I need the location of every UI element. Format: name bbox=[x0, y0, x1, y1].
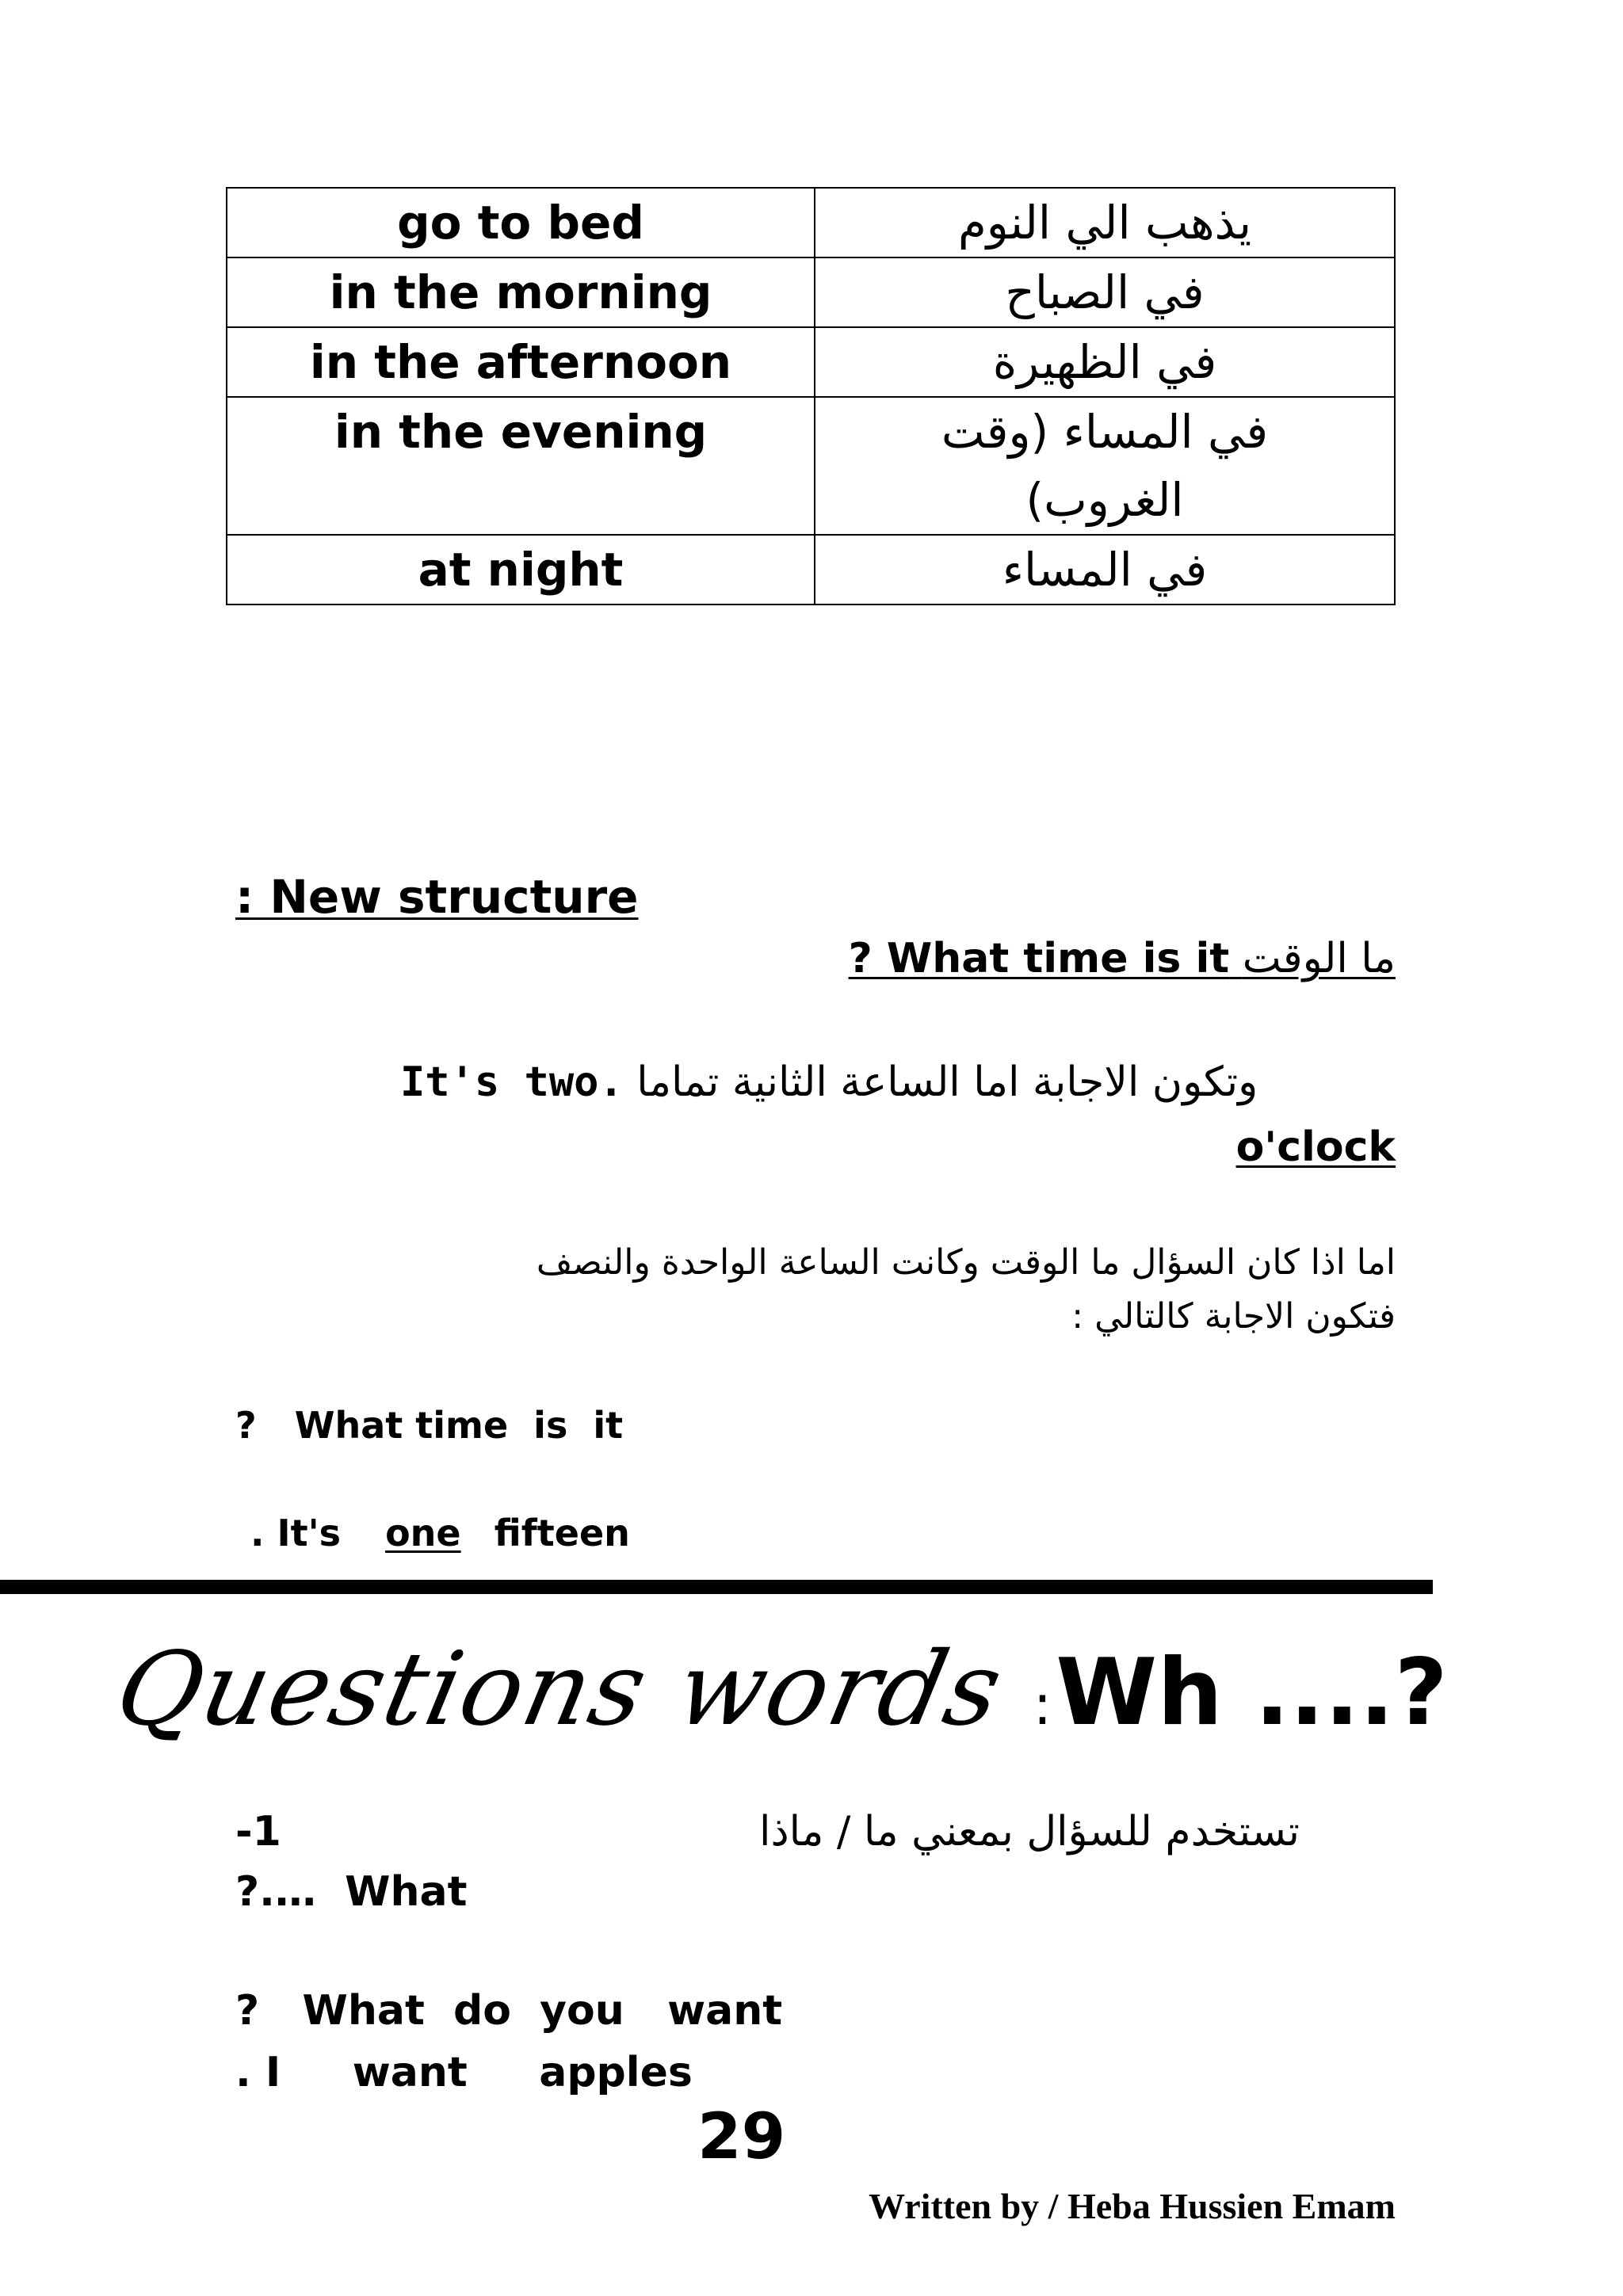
answer-fifteen: fifteen bbox=[494, 1512, 630, 1554]
title-wh: Wh ....? bbox=[1056, 1639, 1448, 1746]
answer-prefix: . It's bbox=[250, 1512, 342, 1554]
title-colon: : bbox=[1033, 1672, 1052, 1737]
example-question: ? What do you want bbox=[235, 1987, 783, 2035]
arabic-cell: في المساء (وقت الغروب) bbox=[815, 397, 1395, 535]
english-cell: in the afternoon bbox=[227, 327, 815, 397]
table-row bbox=[227, 327, 1395, 397]
english-cell: in the evening bbox=[227, 397, 815, 535]
answer-example bbox=[250, 1512, 630, 1554]
example-answer: . I want apples bbox=[235, 2049, 693, 2096]
question-line bbox=[523, 935, 1396, 982]
answer-arabic: وتكون الاجابة اما الساعة الثانية تماما bbox=[636, 1058, 1258, 1106]
arabic-cell: في المساء bbox=[815, 535, 1395, 605]
answer-oclock: o'clock bbox=[1235, 1123, 1396, 1171]
table-row bbox=[227, 257, 1395, 327]
english-cell: go to bed bbox=[227, 188, 815, 257]
table-row bbox=[227, 188, 1395, 257]
answer-line bbox=[400, 1058, 1396, 1106]
page-number: 29 bbox=[697, 2100, 786, 2173]
note-line-2: فتكون الاجابة كالتالي : bbox=[1071, 1296, 1396, 1337]
table-row bbox=[227, 535, 1395, 605]
vocabulary-table bbox=[226, 187, 1396, 605]
english-cell: in the morning bbox=[227, 257, 815, 327]
section-divider bbox=[0, 1580, 1433, 1594]
question-example: ? What time is it bbox=[235, 1404, 624, 1447]
arabic-cell: يذهب الي النوم bbox=[815, 188, 1395, 257]
note-line-1: اما اذا كان السؤال ما الوقت وكانت الساعة الواحدة والنصف bbox=[536, 1242, 1396, 1283]
questions-title bbox=[106, 1630, 1448, 1749]
question-arabic: ما الوقت bbox=[1242, 935, 1396, 982]
question-english: ? What time is it bbox=[848, 935, 1230, 982]
arabic-cell: في الظهيرة bbox=[815, 327, 1395, 397]
answer-one: one bbox=[385, 1512, 461, 1554]
table-row bbox=[227, 397, 1395, 535]
title-script: Questions words bbox=[106, 1630, 1014, 1749]
answer-english: It's two. bbox=[400, 1058, 624, 1106]
footer-author: Written by / Heba Hussien Emam bbox=[869, 2186, 1396, 2226]
item-what: ?.… What bbox=[235, 1868, 468, 1916]
section-heading: : New structure bbox=[235, 870, 639, 924]
item-number: -1 bbox=[235, 1808, 281, 1855]
arabic-cell: في الصباح bbox=[815, 257, 1395, 327]
english-cell: at night bbox=[227, 535, 815, 605]
item-arabic: تستخدم للسؤال بمعني ما / ماذا bbox=[759, 1808, 1300, 1855]
